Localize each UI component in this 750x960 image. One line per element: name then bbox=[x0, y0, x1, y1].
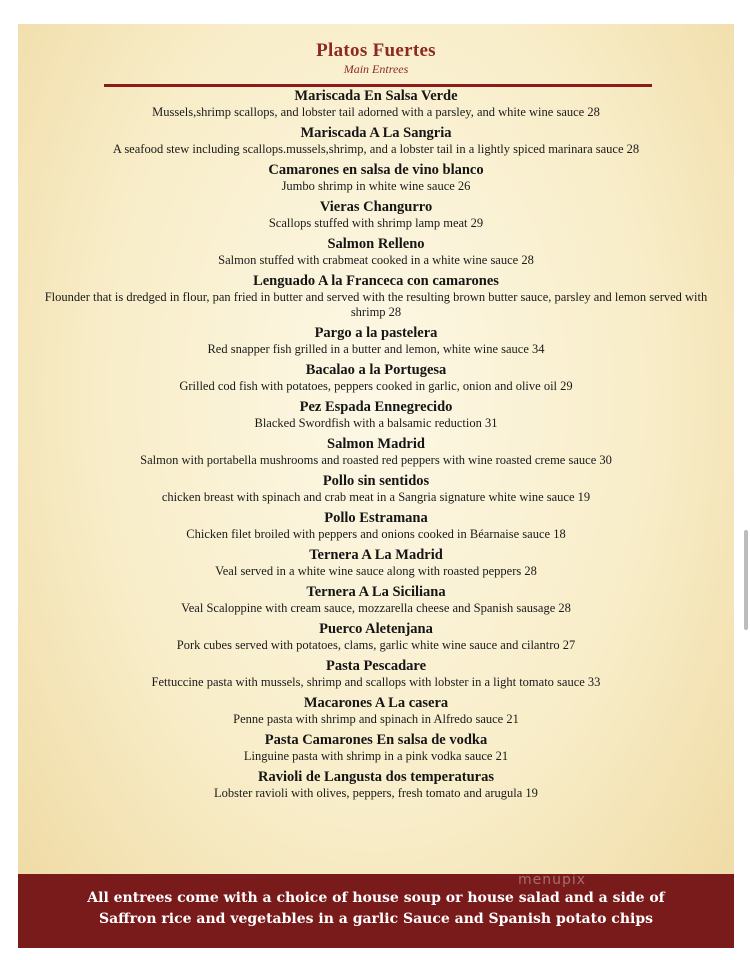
menu-item bbox=[18, 510, 734, 542]
menu-item-name: Macarones A La casera bbox=[303, 695, 449, 711]
menu-item bbox=[18, 547, 734, 579]
menu-item-name: Puerco Aletenjana bbox=[319, 621, 433, 637]
menu-item-description: Jumbo shrimp in white wine sauce 26 bbox=[281, 179, 471, 193]
menu-item-name: Pasta Pescadare bbox=[326, 658, 426, 674]
menu-header bbox=[18, 40, 734, 76]
menu-item bbox=[18, 88, 734, 120]
menu-item-name: Pargo a la pastelera bbox=[314, 325, 438, 341]
menu-item bbox=[18, 695, 734, 727]
menu-item bbox=[18, 732, 734, 764]
menu-item bbox=[18, 125, 734, 157]
menu-item bbox=[18, 199, 734, 231]
menu-item-description: Salmon stuffed with crabmeat cooked in a white wine sauce 28 bbox=[218, 253, 534, 267]
menu-item-description: Mussels,shrimp scallops, and lobster tail adorned with a parsley, and white wine sauce 28 bbox=[152, 105, 600, 119]
menu-item bbox=[18, 362, 734, 394]
menu-item-description: Veal Scaloppine with cream sauce, mozzarella cheese and Spanish sausage 28 bbox=[181, 601, 571, 615]
section-subtitle: Main Entrees bbox=[343, 62, 409, 76]
menu-item-name: Mariscada En Salsa Verde bbox=[294, 88, 458, 104]
menu-item-description: Salmon with portabella mushrooms and roasted red peppers with wine roasted creme sauce 30 bbox=[140, 453, 612, 467]
menu-item bbox=[18, 236, 734, 268]
menu-item-description: Linguine pasta with shrimp in a pink vodka sauce 21 bbox=[243, 749, 509, 763]
menu-item-description: Fettuccine pasta with mussels, shrimp and scallops with lobster in a light tomato sauce 33 bbox=[151, 675, 601, 689]
menu-item-description: Veal served in a white wine sauce along with roasted peppers 28 bbox=[215, 564, 537, 578]
menu-item-name: Ternera A La Madrid bbox=[309, 547, 443, 563]
menu-item-name: Bacalao a la Portugesa bbox=[305, 362, 447, 378]
menu-item-name: Salmon Madrid bbox=[327, 436, 425, 452]
menu-item bbox=[18, 769, 734, 801]
entree-sides-note: All entrees come with a choice of house soup or house salad and a side of Saffron rice and vegetables in a garlic Sauce and Spanish potato chips bbox=[87, 890, 665, 927]
menu-item bbox=[18, 584, 734, 616]
menu-item-name: Pez Espada Ennegrecido bbox=[299, 399, 453, 415]
menu-item-description: Chicken filet broiled with peppers and onions cooked in Béarnaise sauce 18 bbox=[186, 527, 566, 541]
entree-sides-banner bbox=[18, 874, 734, 948]
menu-item bbox=[18, 436, 734, 468]
menu-item-description: Blacked Swordfish with a balsamic reduction 31 bbox=[254, 416, 498, 430]
menu-item-name: Ternera A La Siciliana bbox=[306, 584, 446, 600]
menu-item bbox=[18, 621, 734, 653]
menu-item-description: A seafood stew including scallops.mussels,shrimp, and a lobster tail in a lightly spiced marinara sauce 28 bbox=[112, 142, 640, 156]
section-title: Platos Fuertes bbox=[316, 40, 436, 61]
scrollbar[interactable] bbox=[744, 530, 748, 630]
menu-item-name: Pollo Estramana bbox=[324, 510, 428, 526]
menu-item bbox=[18, 325, 734, 357]
menu-page bbox=[18, 24, 734, 948]
menu-item-description: Penne pasta with shrimp and spinach in Alfredo sauce 21 bbox=[233, 712, 519, 726]
header-divider bbox=[104, 84, 652, 87]
menu-item-name: Salmon Relleno bbox=[327, 236, 425, 252]
menu-item bbox=[18, 473, 734, 505]
menu-item bbox=[18, 273, 734, 320]
menu-item-description: Scallops stuffed with shrimp lamp meat 29 bbox=[268, 216, 484, 230]
menu-item-name: Ravioli de Langusta dos temperaturas bbox=[257, 769, 495, 785]
menu-item-name: Pollo sin sentidos bbox=[322, 473, 430, 489]
menu-item-description: Red snapper fish grilled in a butter and lemon, white wine sauce 34 bbox=[207, 342, 545, 356]
menu-item-name: Pasta Camarones En salsa de vodka bbox=[264, 732, 488, 748]
menu-item-name: Mariscada A La Sangria bbox=[300, 125, 452, 141]
menu-item-description: Flounder that is dredged in flour, pan fried in butter and served with the resulting brown butter sauce, parsley and lemon served with shrimp 28 bbox=[44, 290, 708, 319]
menu-item bbox=[18, 399, 734, 431]
menu-item-description: Grilled cod fish with potatoes, peppers cooked in garlic, onion and olive oil 29 bbox=[179, 379, 573, 393]
menupix-watermark: menupix bbox=[518, 872, 587, 888]
menu-item-description: Lobster ravioli with olives, peppers, fresh tomato and arugula 19 bbox=[214, 786, 538, 800]
menu-item-description: chicken breast with spinach and crab meat in a Sangria signature white wine sauce 19 bbox=[161, 490, 591, 504]
menu-item bbox=[18, 658, 734, 690]
menu-item bbox=[18, 162, 734, 194]
menu-item-name: Vieras Changurro bbox=[319, 199, 433, 215]
menu-item-description: Pork cubes served with potatoes, clams, garlic white wine sauce and cilantro 27 bbox=[176, 638, 576, 652]
menu-item-name: Camarones en salsa de vino blanco bbox=[268, 162, 484, 178]
menu-item-name: Lenguado A la Franceca con camarones bbox=[253, 273, 499, 289]
menu-item-list bbox=[18, 88, 734, 806]
